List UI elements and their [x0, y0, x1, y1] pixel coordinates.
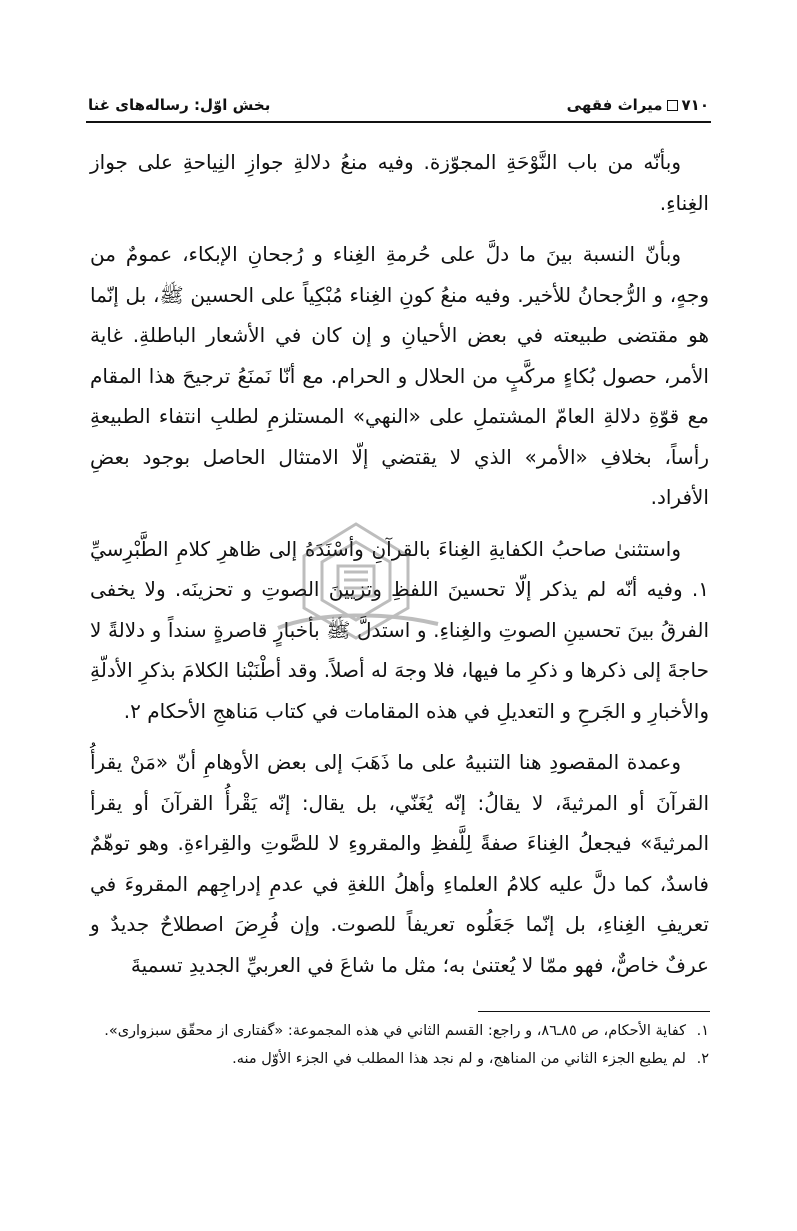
footnote-text: كفاية الأحكام، ص ٨٥ـ٨٦، و راجع: القسم الثاني في هذه المجموعة: «گفتاری از محقّق سبزواری».	[104, 1023, 686, 1039]
square-ornament-icon	[667, 100, 678, 111]
paragraph: وبأنّ النسبة بينَ ما دلَّ على حُرمةِ الغِناء و رُجحانِ الإبكاء، عمومٌ من وجهٍ، و الرُّجحانُ للأخير. وفيه منعُ كونِ الغِناء مُبْكِياً على الحسين ﷺ، بل إنّما هو مقتضى طبيعته في بعض الأحيانِ و إن كان في الأشعار الباطلةِ. غاية الأمر، حصول بُكاءٍ مركَّبٍ من الحلال و الحرام. مع أنّا نَمنَعُ ترجيحَ هذا المقام مع قوّةِ دلالةِ العامّ المشتملِ على «النهي» المستلزمِ لطلبِ انتفاء الطبيعةِ رأساً، بخلافِ «الأمر» الذي لا يقتضي إلّا الامتثال الحاصل بوجود بعضِ الأفراد.	[90, 242, 709, 509]
footnotes	[94, 1017, 709, 1073]
page-info	[567, 96, 709, 114]
footnote-number: ١.	[696, 1023, 709, 1039]
paragraph: وعمدة المقصودِ هنا التنبيهُ على ما ذَهَبَ إلى بعض الأوهامِ أنّ «مَنْ يقرأُ القرآنَ أو المرثيةَ، لا يقالُ: إنّه يُغَنّي، بل يقال: إنّه يَقْرأُ القرآنَ أو يقرأ المرثيةَ» فيجعلُ الغِناءَ صفةً لِلَّفظِ والمقروءِ لا للصَّوتِ والقِراءةِ. وهو توهّمٌ فاسدٌ، كما دلَّ عليه كلامُ العلماءِ وأهلُ اللغةِ في عدمِ إدراجِهم المقروءَ في تعريفِ الغِناءِ، بل إنّما جَعَلُوه تعريفاً للصوت. وإن فُرِضَ اصطلاحٌ جديدٌ و عرفٌ خاصٌّ، فهو ممّا لا يُعتنىٰ به؛ مثل ما شاعَ في العربيِّ الجديدِ تسميةَ	[90, 750, 709, 977]
footnote	[94, 1017, 709, 1045]
header-divider	[86, 121, 711, 123]
paragraph: وبأنّه من باب النَّوْحَةِ المجوّزة. وفيه منعُ دلالةِ جوازِ النِياحةِ على جواز الغِناءِ.	[90, 150, 709, 215]
footnote	[94, 1045, 709, 1073]
footnote-number: ٢.	[696, 1051, 709, 1067]
main-text	[90, 142, 709, 985]
page-number: ۷۱۰	[681, 96, 709, 114]
section-title: بخش اوّل: رساله‌های غنا	[88, 96, 271, 114]
footnote-text: لم يطبع الجزء الثاني من المناهج، و لم نجد هذا المطلب في الجزء الأوّل منه.	[232, 1051, 686, 1067]
paragraph: واستثنىٰ صاحبُ الكفايةِ الغِناءَ بالقرآنِ وأسْنَدَهُ إلى ظاهرِ كلامِ الطَّبْرِسيِّ ١. وفيه أنّه لم يذكر إلّا تحسينَ اللفظِ وتزيينَ الصوتِ و تحزينَه. ولا يخفى الفرقُ بينَ تحسينِ الصوتِ والغِناءِ. و استدلَّ ﷺ بأخبارٍ قاصرةٍ سنداً و دلالةً لا حاجةَ إلى ذكرها و ذكرِ ما فيها، فلا وجهَ له أصلاً. وقد أطْنَبْنا الكلامَ بذكرِ الأدلّةِ والأخبارِ و الجَرحِ و التعديلِ في هذه المقامات في كتاب مَناهجِ الأحكام ٢.	[90, 536, 709, 723]
running-header	[88, 84, 709, 114]
footnote-divider	[478, 1011, 710, 1012]
book-title: میراث فقهی	[566, 96, 663, 114]
